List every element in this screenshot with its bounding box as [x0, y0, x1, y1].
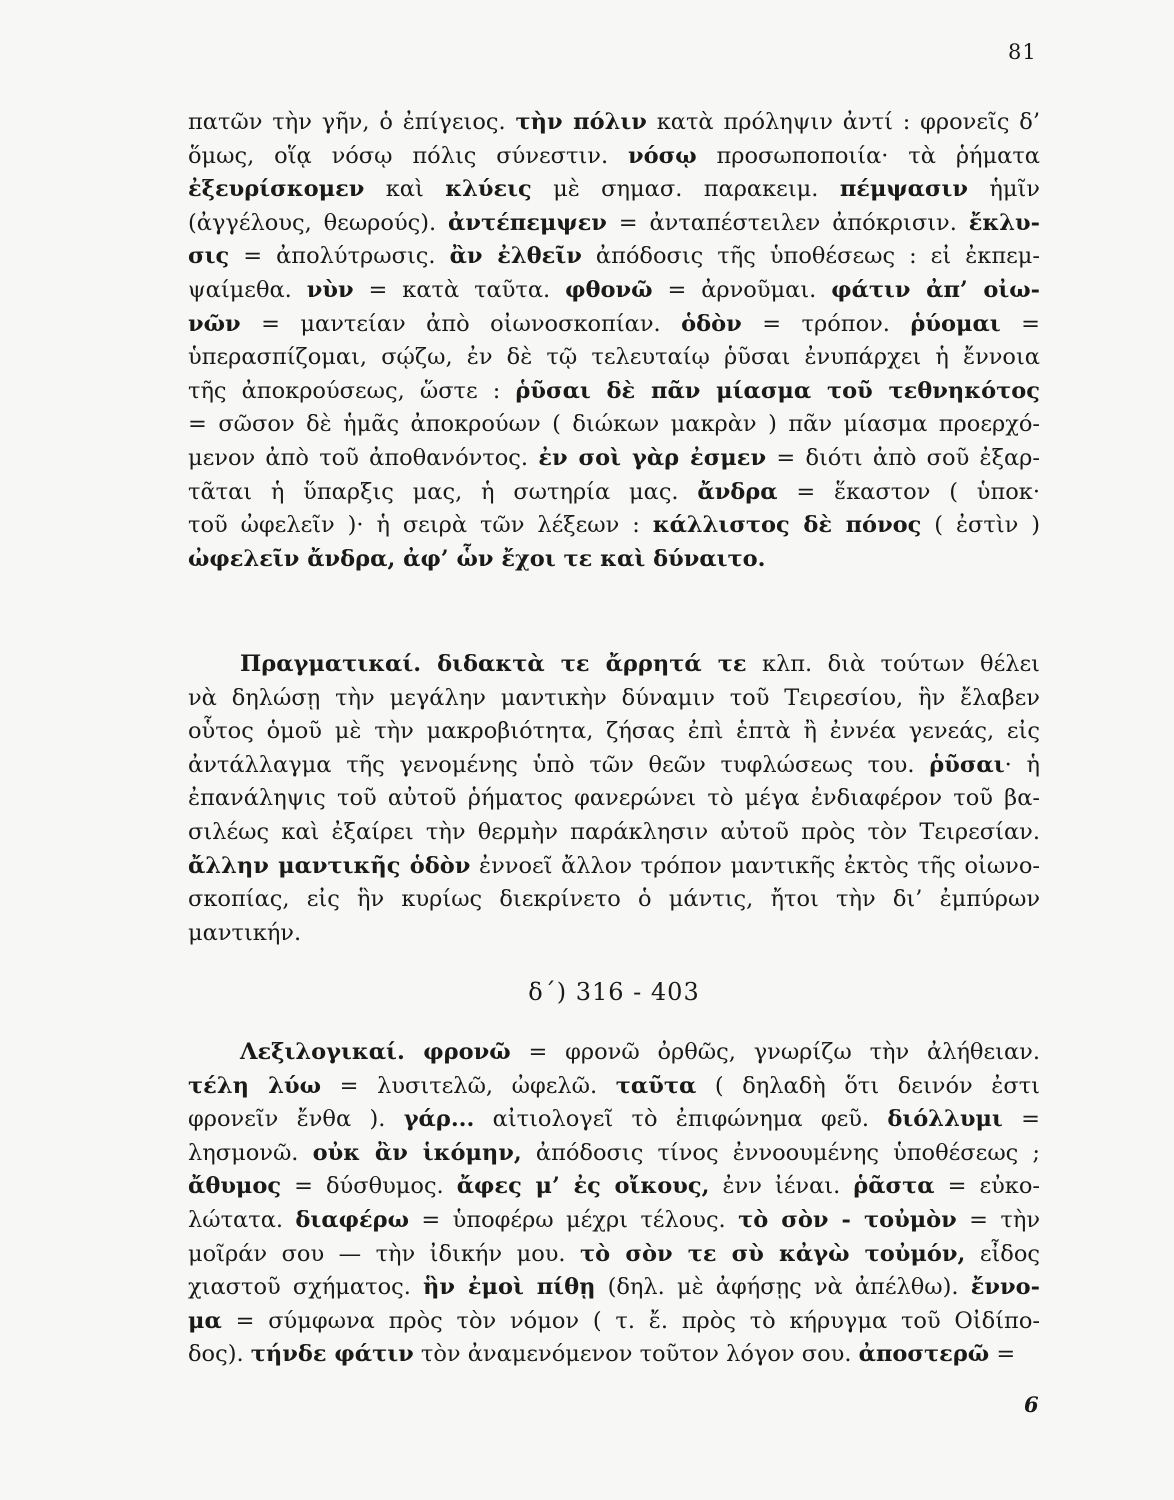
text-line — [188, 173, 1040, 207]
bold-term: ἂν ἐλθεῖν — [449, 243, 582, 270]
text-line — [188, 1036, 1040, 1070]
bold-term: ἔκλυ- — [968, 209, 1040, 236]
text-run: προσωποποιία· τὰ ῥήματα — [696, 142, 1040, 169]
text-run: αἰτιολογεῖ τὸ ἐπιφώνημα φεῦ. — [474, 1106, 888, 1133]
text-run: = ἀρνοῦμαι. — [652, 276, 832, 303]
page-number: 81 — [1008, 40, 1037, 64]
text-run: · ἡ — [1004, 751, 1040, 778]
bold-term: Λεξιλογικαί. φρονῶ — [240, 1039, 511, 1065]
text-run: = — [1002, 1106, 1040, 1133]
bold-term: φθονῶ — [565, 276, 653, 303]
text-run: = λυσιτελῶ, ὠφελῶ. — [321, 1072, 616, 1099]
text-run: = φρονῶ ὀρθῶς, γνωρίζω τὴν ἀλήθειαν. — [510, 1039, 1040, 1065]
text-run: σκοπίας, εἰς ἣν κυρίως διεκρίνετο ὁ μάντις, ἤτοι τὴν δι’ ἐμπύρων — [188, 886, 1040, 913]
text-line — [188, 816, 1040, 850]
text-run: = ἀπολύτρωσις. — [229, 243, 450, 270]
bold-term: ῥῦσαι δὲ πᾶν μίασμα τοῦ τεθνηκότος — [515, 377, 1041, 404]
bold-term: μα — [188, 1307, 222, 1334]
text-run: τὸν ἀναμενόμενον τοῦτον λόγον σου. — [413, 1341, 859, 1368]
text-run: = τρόπον. — [741, 310, 911, 337]
text-run: τοῦ ὠφελεῖν )· ἡ σειρὰ τῶν λέξεων : — [188, 512, 653, 539]
bold-term: νόσῳ — [627, 142, 697, 169]
text-line — [188, 106, 1040, 140]
text-run: μαντικήν. — [188, 919, 302, 946]
bold-term: κλύεις — [445, 176, 532, 203]
text-run: ὑπερασπίζομαι, σῴζω, ἐν δὲ τῷ τελευταίῳ ῥῦσαι ἐνυπάρχει ἡ ἔννοια — [188, 344, 1040, 371]
bold-term: τὸ σὸν τε σὺ κἀγὼ τοὐμόν, — [580, 1240, 966, 1267]
bold-term: τὸ σὸν - τοὐμὸν — [738, 1206, 957, 1233]
text-run: = ὑποφέρω μέχρι τέλους. — [409, 1206, 739, 1233]
text-run: = κατὰ ταῦτα. — [353, 276, 566, 303]
text-line — [188, 274, 1040, 308]
text-run: ( ἐστὶν ) — [921, 512, 1041, 539]
text-line — [188, 1271, 1040, 1305]
bold-term: ἐν σοὶ γὰρ ἐσμεν — [538, 444, 767, 471]
text-run: (δηλ. μὲ ἀφήσῃς νὰ ἀπέλθω). — [595, 1274, 971, 1301]
text-run: καὶ — [364, 176, 446, 203]
text-run: ἀπόδοσις τῆς ὑποθέσεως : εἰ ἐκπεμ- — [581, 243, 1040, 270]
bold-term: ἔννο- — [970, 1274, 1040, 1301]
text-line — [188, 883, 1040, 917]
bold-term: ἣν ἐμοὶ πίθῃ — [423, 1274, 596, 1301]
bold-term: ἄνδρα — [697, 478, 778, 505]
commentary-paragraph-2 — [188, 648, 1040, 950]
text-line — [188, 1103, 1040, 1137]
bold-term: ἄλλην μαντικῆς ὁδὸν — [188, 852, 471, 879]
text-run: κατὰ πρόληψιν ἀντί : φρονεῖς δ’ — [646, 109, 1040, 135]
bold-term: νῶν — [188, 310, 241, 337]
text-run: εἶδος — [965, 1240, 1040, 1267]
text-line — [188, 1204, 1040, 1238]
text-line — [188, 749, 1040, 783]
text-line — [188, 782, 1040, 816]
commentary-paragraph-1 — [188, 106, 1040, 576]
bold-term: ὠφελεῖν ἄνδρα, ἀφ’ ὧν ἔχοι τε καὶ δύναιτο. — [188, 545, 766, 572]
text-run: δος). — [188, 1341, 251, 1368]
bold-term: ἄθυμος — [188, 1173, 282, 1200]
bold-term: ἀντέπεμψεν — [448, 209, 607, 236]
text-line — [188, 240, 1040, 274]
text-line — [188, 442, 1040, 476]
text-run: ἡμῖν — [968, 176, 1040, 203]
text-line — [188, 140, 1040, 174]
text-run: (ἀγγέλους, θεωρούς). — [188, 209, 449, 236]
text-run: ἀπόδοσις τίνος ἐννοουμένης ὑποθέσεως ; — [521, 1139, 1040, 1166]
text-run: φρονεῖν ἔνθα ). — [188, 1106, 404, 1133]
bold-term: ἄφες μ’ ἐς οἴκους, — [456, 1173, 710, 1200]
text-run: μενον ἀπὸ τοῦ ἀποθανόντος. — [188, 444, 539, 471]
text-run: λησμονῶ. — [188, 1139, 313, 1166]
bold-term: τὴν πόλιν — [515, 109, 647, 135]
bold-term: κάλλιστος δὲ πόνος — [652, 512, 922, 539]
bold-term: διόλλυμι — [887, 1106, 1003, 1133]
text-line — [188, 917, 1040, 951]
bold-term: γάρ... — [403, 1106, 475, 1133]
text-run: = εὐκο- — [934, 1173, 1040, 1200]
text-run: = ἀνταπέστειλεν ἀπόκρισιν. — [606, 209, 969, 236]
bold-term: ὁδὸν — [681, 310, 742, 337]
text-run: = διότι ἀπὸ σοῦ ἐξαρ- — [766, 444, 1040, 471]
bold-term: ἀποστερῶ — [858, 1341, 990, 1368]
text-line — [188, 1338, 1040, 1372]
text-run: οὗτος ὁμοῦ μὲ τὴν μακροβιότητα, ζήσας ἐπὶ ἑπτὰ ἢ ἐννέα γενεάς, εἰς — [188, 718, 1040, 745]
text-line — [188, 1170, 1040, 1204]
bold-term: ἐξευρίσκομεν — [188, 176, 365, 203]
text-line — [188, 682, 1040, 716]
text-run: ἐννοεῖ ἄλλον τρόπον μαντικῆς ἐκτὸς τῆς οἰωνο- — [470, 852, 1041, 879]
text-run: = τὴν — [956, 1206, 1040, 1233]
text-run: = σῶσον δὲ ἡμᾶς ἀποκρούων ( διώκων μακρὰν ) πᾶν μίασμα προερχό- — [188, 411, 1040, 438]
text-line — [188, 1137, 1040, 1171]
text-line — [188, 1305, 1040, 1339]
bold-term: ταῦτα — [615, 1072, 697, 1099]
text-run: χιαστοῦ σχήματος. — [188, 1274, 424, 1301]
text-run: λώτατα. — [188, 1206, 296, 1233]
bold-term: φάτιν ἀπ’ οἰω- — [831, 276, 1040, 303]
text-line — [188, 375, 1040, 409]
text-line — [188, 341, 1040, 375]
text-line — [188, 509, 1040, 543]
text-run: = ἕκαστον ( ὑποκ· — [777, 478, 1040, 505]
text-run: ἀντάλλαγμα τῆς γενομένης ὑπὸ τῶν θεῶν τυφλώσεως του. — [188, 751, 930, 778]
signature-mark: 6 — [1024, 1392, 1039, 1417]
text-line — [188, 408, 1040, 442]
text-line — [188, 715, 1040, 749]
bold-term: ῥᾶστα — [853, 1173, 935, 1200]
commentary-paragraph-3 — [188, 1036, 1040, 1372]
section-heading: δ΄) 316 - 403 — [528, 978, 700, 1006]
bold-term: νὺν — [306, 276, 354, 303]
text-run: ὅμως, οἵᾳ νόσῳ πόλις σύνεστιν. — [188, 142, 628, 169]
text-line — [188, 1070, 1040, 1104]
text-run: μὲ σημασ. παρακειμ. — [531, 176, 840, 203]
bold-term: τήνδε φάτιν — [250, 1341, 414, 1368]
text-run: = σύμφωνα πρὸς τὸν νόμον ( τ. ἔ. πρὸς τὸ κήρυγμα τοῦ Οἰδίπο- — [221, 1307, 1040, 1334]
text-run: τᾶται ἡ ὕπαρξις μας, ἡ σωτηρία μας. — [188, 478, 698, 505]
text-line — [188, 648, 1040, 682]
text-run: νὰ δηλώσῃ τὴν μεγάλην μαντικὴν δύναμιν τοῦ Τειρεσίου, ἣν ἔλαβεν — [188, 684, 1040, 711]
text-run: ψαίμεθα. — [188, 276, 307, 303]
text-line — [188, 543, 1040, 577]
text-line — [188, 1238, 1040, 1272]
text-run: = — [989, 1341, 1016, 1368]
bold-term: πέμψασιν — [839, 176, 969, 203]
text-line — [188, 476, 1040, 510]
text-line — [188, 850, 1040, 884]
text-run: = — [1000, 310, 1040, 337]
text-run: μοῖράν σου — τὴν ἰδικήν μου. — [188, 1240, 581, 1267]
text-run: πατῶν τὴν γῆν, ὁ ἐπίγειος. — [188, 109, 516, 135]
text-run: κλπ. διὰ τούτων θέλει — [746, 651, 1040, 677]
text-run: ἐνν ἰέναι. — [709, 1173, 854, 1200]
bold-term: οὐκ ἂν ἱκόμην, — [312, 1139, 522, 1166]
bold-term: διαφέρω — [295, 1206, 410, 1233]
text-line — [188, 207, 1040, 241]
text-run: τῆς ἀποκρούσεως, ὥστε : — [188, 377, 516, 404]
bold-term: ῥύομαι — [910, 310, 1001, 337]
bold-term: ῥῦσαι — [929, 751, 1005, 778]
bold-term: σις — [188, 243, 230, 270]
text-run: = δύσθυμος. — [281, 1173, 457, 1200]
text-line — [188, 308, 1040, 342]
bold-term: Πραγματικαί. διδακτὰ τε ἄρρητά τε — [240, 651, 747, 677]
text-run: ( δηλαδὴ ὅτι δεινόν ἐστι — [696, 1072, 1040, 1099]
bold-term: τέλη λύω — [188, 1072, 322, 1099]
text-run: ἐπανάληψις τοῦ αὐτοῦ ῥήματος φανερώνει τὸ μέγα ἐνδιαφέρον τοῦ βα- — [188, 785, 1040, 812]
text-run: σιλέως καὶ ἐξαίρει τὴν θερμὴν παράκλησιν αὐτοῦ πρὸς τὸν Τειρεσίαν. — [188, 818, 1040, 845]
text-run: = μαντείαν ἀπὸ οἰωνοσκοπίαν. — [240, 310, 682, 337]
